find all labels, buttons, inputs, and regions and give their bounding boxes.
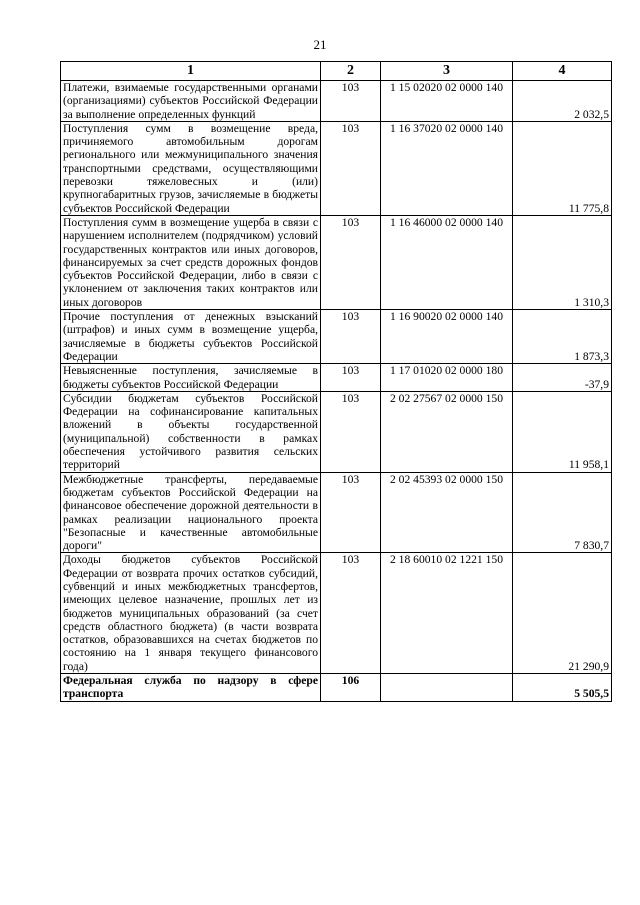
total-budget-code [381, 674, 513, 702]
row-description: Поступления сумм в возмещение ущерба в связи с нарушением исполнителем (подрядчиком) условий государственных контрактов или иных договоров, финансируемых за счет средств дорожных фондов субъектов Российской Федерации, либо в связи с уклонением от заключения таких контрактов или иных договоров [61, 215, 321, 309]
row-budget-code: 2 02 45393 02 0000 150 [381, 472, 513, 553]
table-row [61, 553, 612, 674]
row-amount: 11 775,8 [513, 121, 612, 215]
row-amount: 2 032,5 [513, 81, 612, 122]
column-header-1: 1 [61, 62, 321, 81]
row-budget-code: 2 18 60010 02 1221 150 [381, 553, 513, 674]
row-description: Межбюджетные трансферты, передаваемые бюджетам субъектов Российской Федерации на финансовое обеспечение дорожной деятельности в рамках реализации национального проекта "Безопасные и качественные автомобильные дороги" [61, 472, 321, 553]
row-admin-code: 103 [321, 553, 381, 674]
table-row [61, 215, 612, 309]
table-row [61, 391, 612, 472]
row-amount: 21 290,9 [513, 553, 612, 674]
row-admin-code: 103 [321, 472, 381, 553]
row-admin-code: 103 [321, 391, 381, 472]
table-row [61, 81, 612, 122]
column-header-4: 4 [513, 62, 612, 81]
column-header-3: 3 [381, 62, 513, 81]
revenue-table [60, 61, 612, 702]
total-amount: 5 505,5 [513, 674, 612, 702]
table-row [61, 472, 612, 553]
row-description: Прочие поступления от денежных взысканий (штрафов) и иных сумм в возмещение ущерба, зачисляемые в бюджеты субъектов Российской Федерации [61, 310, 321, 364]
total-admin-code: 106 [321, 674, 381, 702]
row-admin-code: 103 [321, 310, 381, 364]
row-budget-code: 1 16 90020 02 0000 140 [381, 310, 513, 364]
row-description: Доходы бюджетов субъектов Российской Федерации от возврата прочих остатков субсидий, субвенций и иных межбюджетных трансфертов, имеющих целевое назначение, прошлых лет из бюджетов муниципальных образований (за счет средств областного бюджета) (в части возврата остатков, образовавшихся на счетах бюджетов по состоянию на 1 января текущего финансового года) [61, 553, 321, 674]
row-description: Субсидии бюджетам субъектов Российской Федерации на софинансирование капитальных вложений в объекты государственной (муниципальной) собственности в рамках обеспечения устойчивого развития сельских территорий [61, 391, 321, 472]
row-description: Поступления сумм в возмещение вреда, причиняемого автомобильным дорогам регионального или межмуниципального значения транспортными средствами, осуществляющими перевозки тяжеловесных и (или) крупногабаритных грузов, зачисляемые в бюджеты субъектов Российской Федерации [61, 121, 321, 215]
total-description: Федеральная служба по надзору в сфере транспорта [61, 674, 321, 702]
row-amount: 1 310,3 [513, 215, 612, 309]
row-description: Платежи, взимаемые государственными органами (организациями) субъектов Российской Федерации за выполнение определенных функций [61, 81, 321, 122]
page-number: 21 [313, 37, 327, 52]
row-admin-code: 103 [321, 215, 381, 309]
column-header-2: 2 [321, 62, 381, 81]
row-amount: 11 958,1 [513, 391, 612, 472]
total-row [61, 674, 612, 702]
row-budget-code: 2 02 27567 02 0000 150 [381, 391, 513, 472]
row-budget-code: 1 15 02020 02 0000 140 [381, 81, 513, 122]
row-admin-code: 103 [321, 121, 381, 215]
row-admin-code: 103 [321, 81, 381, 122]
row-description: Невыясненные поступления, зачисляемые в бюджеты субъектов Российской Федерации [61, 364, 321, 392]
row-amount: 1 873,3 [513, 310, 612, 364]
table-row [61, 310, 612, 364]
table-row [61, 364, 612, 392]
row-amount: 7 830,7 [513, 472, 612, 553]
row-admin-code: 103 [321, 364, 381, 392]
row-budget-code: 1 16 46000 02 0000 140 [381, 215, 513, 309]
row-budget-code: 1 17 01020 02 0000 180 [381, 364, 513, 392]
row-amount: -37,9 [513, 364, 612, 392]
table-row [61, 121, 612, 215]
table-header-row [61, 62, 612, 81]
row-budget-code: 1 16 37020 02 0000 140 [381, 121, 513, 215]
